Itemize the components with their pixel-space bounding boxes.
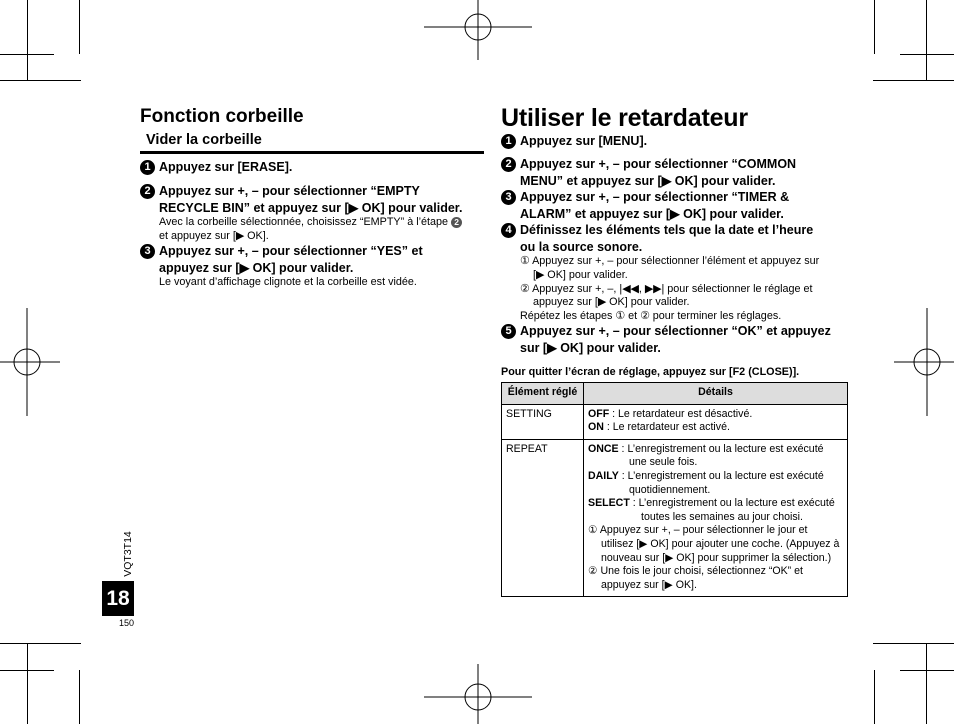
skip-back-icon: |◀◀ xyxy=(619,282,639,295)
table-header-cell: Détails xyxy=(584,383,848,405)
step-text: ou la source sonore. xyxy=(520,239,643,254)
page-number: 150 xyxy=(119,618,135,628)
page-badge: 18 xyxy=(102,581,134,616)
subsection-rule xyxy=(140,151,484,154)
play-icon: ▶ xyxy=(597,296,607,309)
subsection-title: Vider la corbeille xyxy=(146,132,262,148)
left-step-1 xyxy=(140,159,485,176)
left-step-3 xyxy=(140,243,485,290)
option-note: nouveau sur [ xyxy=(601,551,666,564)
play-icon: ▶ xyxy=(664,578,673,591)
step-text: Appuyez sur [ERASE]. xyxy=(159,160,293,174)
step-text: Définissez les éléments tels que la date et l’heure xyxy=(520,223,814,237)
option-key: OFF xyxy=(588,407,610,420)
right-step-2 xyxy=(501,156,851,189)
option-note: ② Une fois le jour choisi, sélectionnez “OK” et xyxy=(588,565,803,578)
skip-forward-icon: ▶▶| xyxy=(644,282,665,295)
table-cell-details xyxy=(584,404,848,439)
option-note: appuyez sur [ xyxy=(601,578,665,591)
table-row xyxy=(502,404,848,439)
play-icon: ▶ xyxy=(239,260,250,275)
option-note: OK] pour supprimer la sélection.) xyxy=(673,551,832,564)
option-text: : L’enregistrement ou la lecture est exécuté xyxy=(618,442,824,455)
step-text: OK] pour valider. xyxy=(358,200,463,215)
step-number: 1 xyxy=(501,134,516,149)
step-number: 3 xyxy=(501,190,516,205)
step-text: OK] pour valider. xyxy=(671,173,776,188)
option-key: ONCE xyxy=(588,442,619,455)
step-number: 4 xyxy=(501,223,516,238)
step-substep: ② Appuyez sur +, –, xyxy=(520,282,620,295)
table-cell-item: REPEAT xyxy=(502,439,584,597)
step-text: Appuyez sur [MENU]. xyxy=(520,134,648,148)
step-repeat-note: Répétez les étapes ① et ② pour terminer les réglages. xyxy=(520,310,782,323)
registration-mark-left xyxy=(0,308,60,416)
step-text: OK] pour valider. xyxy=(679,206,784,221)
step-substep: ① Appuyez sur +, – pour sélectionner l’élément et appuyez sur xyxy=(520,255,820,267)
option-text: une seule fois. xyxy=(629,456,698,469)
step-note: Le voyant d’affichage clignote et la corbeille est vidée. xyxy=(159,276,417,288)
registration-mark-top xyxy=(424,0,532,60)
step-text: Appuyez sur +, – pour sélectionner “TIMER & xyxy=(520,190,790,204)
option-key: DAILY xyxy=(588,469,619,482)
step-substep: appuyez sur [ xyxy=(533,296,598,309)
play-icon: ▶ xyxy=(639,537,648,550)
option-text: : Le retardateur est désactivé. xyxy=(609,407,753,420)
play-icon: ▶ xyxy=(670,206,680,221)
option-note: OK] pour ajouter une coche. (Appuyez à xyxy=(647,537,840,550)
settings-table xyxy=(501,382,848,597)
step-text: Appuyez sur +, – pour sélectionner “EMPTY xyxy=(159,184,420,198)
play-icon: ▶ xyxy=(348,200,359,215)
step-substep: OK] pour valider. xyxy=(606,296,690,309)
step-text: appuyez sur [ xyxy=(159,260,240,275)
right-step-5 xyxy=(501,323,851,356)
option-text: : Le retardateur est activé. xyxy=(603,421,730,434)
step-note: Avec la corbeille sélectionnée, choisissez “EMPTY” à l’étape xyxy=(159,216,452,228)
step-text: sur [ xyxy=(520,340,548,355)
section-title-corbeille: Fonction corbeille xyxy=(140,106,304,127)
option-key: SELECT xyxy=(588,497,630,510)
option-text: toutes les semaines au jour choisi. xyxy=(641,510,803,523)
model-code: VQT3T14 xyxy=(122,531,134,577)
step-text: MENU” et appuyez sur [ xyxy=(520,173,662,188)
registration-mark-bottom xyxy=(424,664,532,724)
step-text: Appuyez sur +, – pour sélectionner “OK” et appuyez xyxy=(520,324,831,338)
play-icon: ▶ xyxy=(665,551,674,564)
step-number: 3 xyxy=(140,244,155,259)
play-icon: ▶ xyxy=(536,268,545,281)
table-row xyxy=(502,439,848,597)
registration-mark-right xyxy=(894,308,954,416)
table-header-row xyxy=(502,383,848,405)
quit-instruction: Pour quitter l’écran de réglage, appuyez sur [F2 (CLOSE)]. xyxy=(501,366,800,378)
step-substep: pour sélectionner le réglage et xyxy=(664,282,813,295)
option-note: OK]. xyxy=(672,578,697,591)
left-step-2 xyxy=(140,183,485,244)
step-number: 5 xyxy=(501,324,516,339)
step-ref-number: 2 xyxy=(451,217,462,228)
option-note: utilisez [ xyxy=(601,537,640,550)
step-substep: [ xyxy=(533,268,536,281)
step-text: ALARM” et appuyez sur [ xyxy=(520,206,671,221)
step-text: Appuyez sur +, – pour sélectionner “YES” et xyxy=(159,244,423,258)
page-title: Utiliser le retardateur xyxy=(501,104,748,132)
step-note: OK]. xyxy=(244,229,269,242)
option-note: ① Appuyez sur +, – pour sélectionner le jour et xyxy=(588,524,808,537)
table-cell-details xyxy=(584,439,848,597)
right-step-4: 4 Définissez les éléments tels que la date et l’heure ou la source sonore. ① Appuyez sur +, – pour sélectionner l’élément et appuyez sur [▶ OK] pour valider. ② Appuyez sur +, –, |◀◀, ▶▶| pour sélectionner le réglage et appuyez sur [▶ OK] pour valider. Répétez les étapes ① et ② pour terminer les réglages. xyxy=(501,222,851,324)
right-step-1 xyxy=(501,133,851,150)
table-header-cell: Élément réglé xyxy=(502,383,584,405)
option-text: quotidiennement. xyxy=(629,483,711,496)
step-number: 1 xyxy=(140,160,155,175)
step-number: 2 xyxy=(140,184,155,199)
play-icon: ▶ xyxy=(235,229,245,242)
step-text: OK] pour valider. xyxy=(556,340,661,355)
step-substep: OK] pour valider. xyxy=(544,268,628,281)
step-number: 2 xyxy=(501,157,516,172)
step-note: et appuyez sur [ xyxy=(159,229,236,242)
step-text: RECYCLE BIN” et appuyez sur [ xyxy=(159,200,349,215)
play-icon: ▶ xyxy=(661,173,672,188)
option-text: : L’enregistrement ou la lecture est exécuté xyxy=(618,469,824,482)
step-text: Appuyez sur +, – pour sélectionner “COMMON xyxy=(520,157,797,171)
play-icon: ▶ xyxy=(547,340,557,355)
table-cell-item: SETTING xyxy=(502,404,584,439)
option-key: ON xyxy=(588,421,604,434)
option-text: : L’enregistrement ou la lecture est exécuté xyxy=(629,497,835,510)
step-text: OK] pour valider. xyxy=(249,260,354,275)
right-step-3 xyxy=(501,189,851,222)
